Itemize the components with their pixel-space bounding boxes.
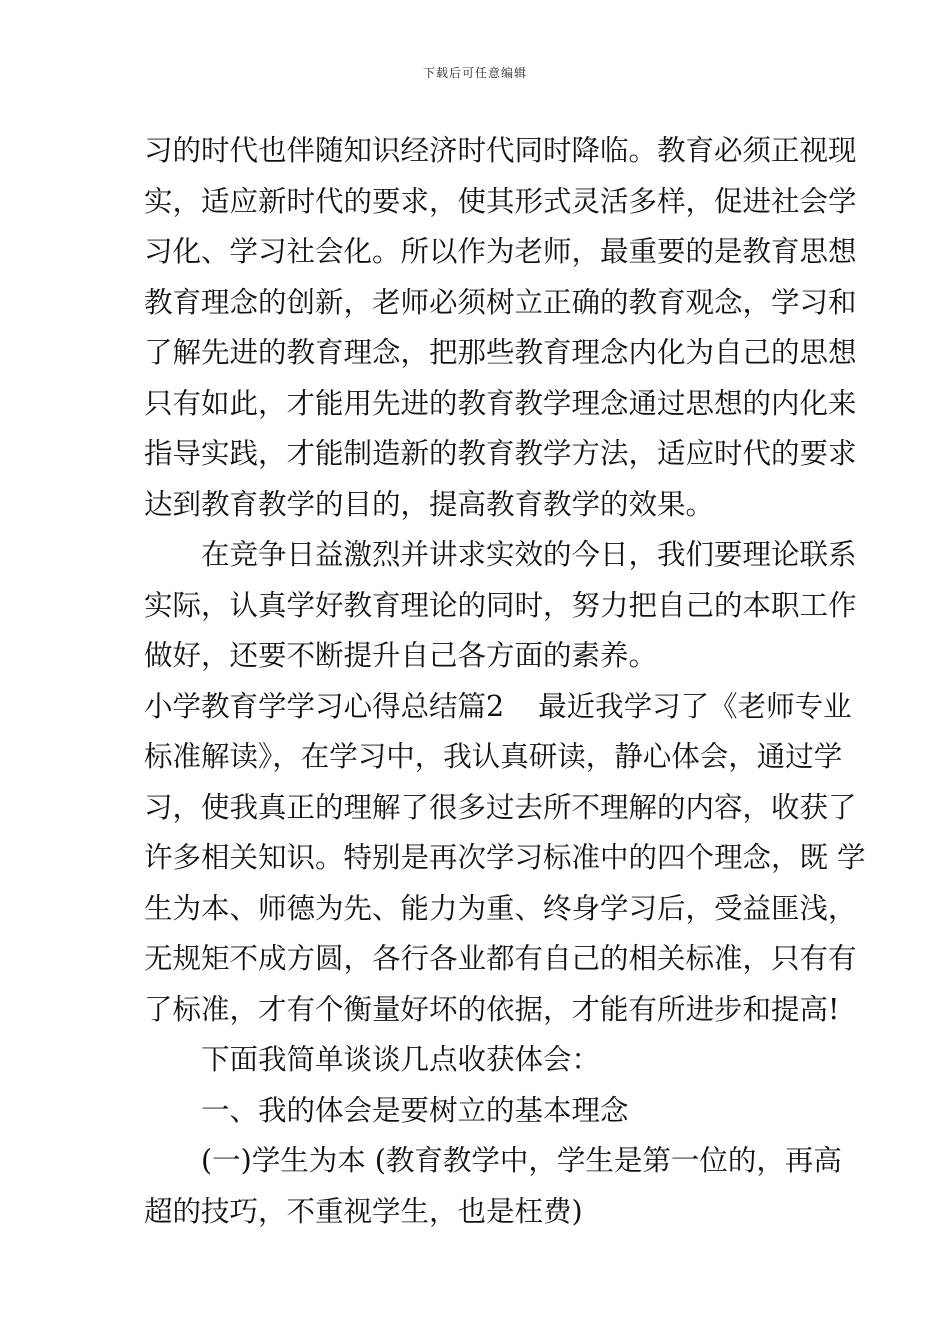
text-line: 达到教育教学的目的，提高教育教学的效果。: [144, 487, 715, 521]
text-line: 做好，还要不断提升自己各方面的素养。: [144, 639, 658, 672]
text-line: 了解先进的教育理念，把那些教育理念内化为自己的思想: [144, 336, 857, 369]
paragraph-first-line: 下面我简单谈谈几点收获体会：: [201, 1043, 601, 1076]
text-line: 习化、学习社会化。所以作为老师，最重要的是教育思想: [144, 235, 857, 268]
text-line: 实，适应新时代的要求，使其形式灵活多样，促进社会学: [144, 184, 857, 218]
text-line: 教育理念的创新，老师必须树立正确的教育观念，学习和: [144, 285, 857, 319]
subheading-line: 一、我的体会是要树立的基本理念: [201, 1093, 629, 1127]
section-title: 小学教育学学习心得总结篇2: [144, 689, 505, 723]
text-line: 标准解读》，在学习中，我认真研读，静心体会，通过学: [144, 740, 843, 773]
document-body: [144, 126, 866, 1237]
section-intro-text: 最近我学习了《老师专业: [538, 689, 852, 723]
text-line: 指导实践，才能制造新的教育教学方法，适应时代的要求: [144, 437, 857, 470]
text-line: 许多相关知识。特别是再次学习标准中的四个理念，既 学: [144, 841, 866, 874]
text-line: 了标准，才有个衡量好坏的依据，才能有所进步和提高!: [144, 992, 840, 1026]
section-title-line: [144, 682, 852, 733]
text-line: 习，使我真正的理解了很多过去所不理解的内容，收获了: [144, 790, 857, 824]
text-line: 习的时代也伴随知识经济时代同时降临。教育必须正视现: [144, 134, 857, 167]
paragraph-first-line: 在竞争日益激烈并讲求实效的今日，我们要理论联系: [201, 538, 857, 571]
paragraph-first-line: (一)学生为本 (教育教学中，学生是第一位的，再高: [201, 1144, 842, 1177]
text-line: 只有如此，才能用先进的教育教学理念通过思想的内化来: [144, 386, 857, 420]
text-line: 无规矩不成方圆，各行各业都有自己的相关标准，只有有: [144, 942, 857, 975]
text-line: 超的技巧，不重视学生，也是枉费): [144, 1194, 583, 1228]
text-line: 实际，认真学好教育理论的同时，努力把自己的本职工作: [144, 588, 857, 622]
page-header-note: 下载后可任意编辑: [422, 66, 527, 80]
text-line: 生为本、师德为先、能力为重、终身学习后，受益匪浅，: [144, 891, 857, 925]
